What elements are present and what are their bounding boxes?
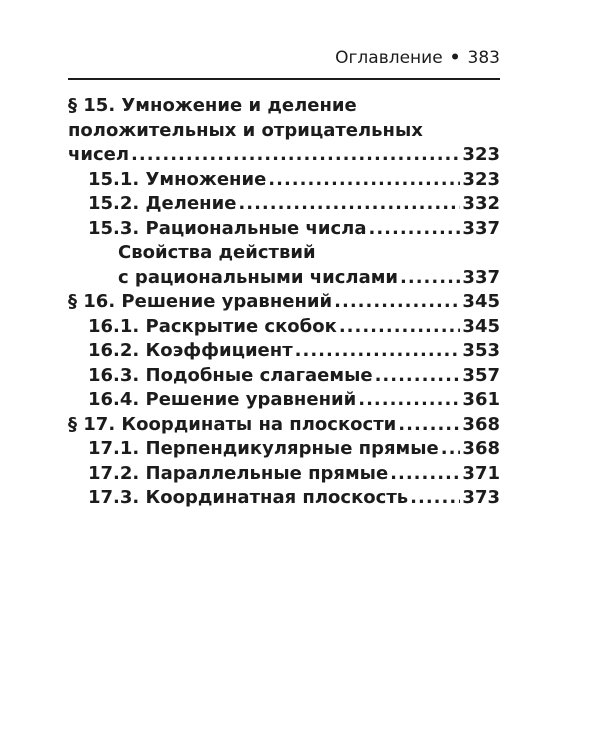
toc-entry-s17 [68,413,500,438]
toc-entry-15-1 [68,168,500,193]
toc-entry-17-1 [68,437,500,462]
toc-page-number: 353 [462,340,500,361]
toc-entry-title: 16.1. Раскрытие скобок [88,315,337,337]
toc-page-number: 371 [462,462,500,484]
toc-page-number: 345 [462,291,500,312]
toc-page-number: 357 [462,364,500,386]
table-of-contents [68,94,500,511]
toc-entry-title: 17.1. Перпендикулярные прямые [88,438,439,459]
toc-page-number: 337 [462,266,500,288]
toc-leader [358,388,460,413]
toc-entry-16-4 [68,388,500,413]
toc-page-number: 323 [462,168,500,190]
toc-leader [131,143,460,168]
toc-leader [295,339,461,364]
toc-leader [268,168,460,193]
toc-page-number: 345 [462,315,500,337]
toc-entry-15-3 [68,217,500,242]
toc-leader [398,413,460,438]
toc-page-number: 332 [462,193,500,214]
toc-entry-title: § 17. Координаты на плоскости [68,413,397,435]
toc-entry-title: чисел [68,144,130,165]
toc-entry-title: 17.3. Координатная плоскость [88,487,409,508]
toc-entry-17-2 [68,462,500,487]
toc-leader [238,192,460,217]
toc-leader [375,364,461,389]
toc-leader [334,290,460,315]
toc-entry-title: 16.2. Коэффициент [88,340,293,361]
toc-leader [368,217,460,242]
toc-entry-title: 16.3. Подобные слагаемые [88,364,373,386]
toc-page-number: 368 [462,438,500,459]
toc-entry-16-3 [68,364,500,389]
toc-entry-17-3 [68,486,500,511]
toc-entry-s16 [68,290,500,315]
toc-entry-title: с рациональными числами [118,266,399,288]
toc-entry-title: § 16. Решение уравнений [68,291,333,312]
toc-entry-title: Свойства действий [118,242,316,263]
toc-leader [410,486,460,511]
toc-entry-title: § 15. Умножение и деление [68,95,357,116]
running-head-section: Оглавление [335,48,443,68]
toc-entry-title: 17.2. Параллельные прямые [88,462,389,484]
running-head-page-number: 383 [467,48,500,68]
toc-page-number: 361 [462,389,500,410]
toc-entry-s15-line3 [68,143,500,168]
toc-entry-title: 15.2. Деление [88,193,237,214]
toc-leader [390,462,460,487]
toc-entry-s15-line1 [68,94,500,119]
toc-page-number: 373 [462,487,500,508]
toc-page-number: 323 [462,144,500,165]
toc-entry-s15-line2 [68,119,500,144]
toc-entry-title: положительных и отрицательных [68,119,423,141]
toc-entry-15-2 [68,192,500,217]
running-head [335,48,500,68]
toc-leader [441,437,461,462]
toc-entry-16-1 [68,315,500,340]
header-rule [68,78,500,80]
toc-page-number: 337 [462,217,500,239]
toc-entry-title: 15.3. Рациональные числа [88,217,367,239]
toc-leader [339,315,461,340]
toc-entry-15-props-line1 [68,241,500,266]
book-page [68,0,500,750]
toc-entry-15-props-line2 [68,266,500,291]
toc-entry-title: 15.1. Умножение [88,168,267,190]
running-head-bullet: • [449,48,461,68]
toc-entry-title: 16.4. Решение уравнений [88,389,357,410]
toc-leader [400,266,460,291]
toc-entry-16-2 [68,339,500,364]
toc-page-number: 368 [462,413,500,435]
